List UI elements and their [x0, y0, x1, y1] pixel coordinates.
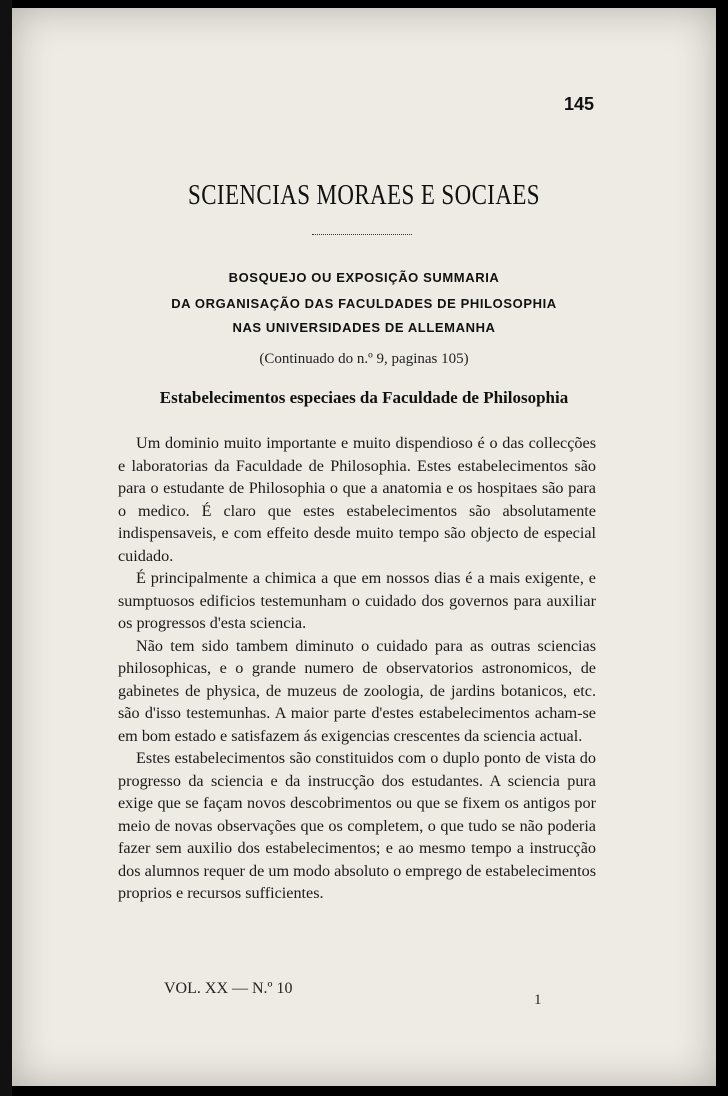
footer-signature: 1 — [534, 992, 542, 1008]
paragraph: Não tem sido tambem diminuto o cuidado para as outras sciencias philosophicas, e o grande numero de observatorios astronomicos, de gabinetes de physica, de muzeus de zoologia, de jardins botanicos, etc. são d'isso testemunhas. A maior parte d'estes estabelecimentos acham-se em bom estado e satisfazem ás exigencias crescentes da sciencia actual. — [118, 636, 596, 745]
continued-note: (Continuado do n.º 9, paginas 105) — [259, 351, 469, 367]
section-title: SCIENCIAS MORAES E SOCIAES — [188, 180, 540, 211]
footer-volume: VOL. XX — N.º 10 — [164, 980, 293, 997]
paragraph: Estes estabelecimentos são constituidos com o duplo ponto de vista do progresso da sciencia e da instrucção dos estudantes. A sciencia pura exige que se façam novos descobrimentos ou que se fixem os antigos por meio de novas observações que os completem, o que tudo se não poderia fazer sem auxilio dos estabelecimentos; e ao mesmo tempo a instrucção dos alumnos requer de um modo absoluto o emprego de estabelecimentos proprios e recursos sufficientes. — [118, 749, 596, 902]
body-text — [118, 432, 596, 905]
subtitle-line-2: DA ORGANISAÇÃO DAS FACULDADES DE PHILOSOPHIA — [171, 296, 557, 311]
subtitle-line-1: BOSQUEJO OU EXPOSIÇÃO SUMMARIA — [228, 270, 500, 285]
paragraph: Um dominio muito importante e muito dispendioso é o das collecções e laboratorias da Faculdade de Philosophia. Estes estabelecimentos são para o estudante de Philosophia o que a anatomia e os hospitaes são para o medico. É claro que estes estabelecimentos são absolutamente indispensaveis, e com effeito desde muito tempo são objecto de especial cuidado. — [118, 434, 596, 565]
title-divider — [312, 234, 412, 235]
scanned-page — [12, 8, 716, 1086]
scan-edge — [0, 0, 12, 1096]
subtitle-line-3: NAS UNIVERSIDADES DE ALLEMANHA — [232, 320, 496, 335]
section-heading: Estabelecimentos especiaes da Faculdade de Philosophia — [159, 388, 569, 407]
paragraph: É principalmente a chimica a que em nossos dias é a mais exigente, e sumptuosos edificios testemunham o cuidado dos governos para auxiliar os progressos d'esta sciencia. — [118, 569, 596, 632]
page-number: 145 — [563, 94, 594, 114]
